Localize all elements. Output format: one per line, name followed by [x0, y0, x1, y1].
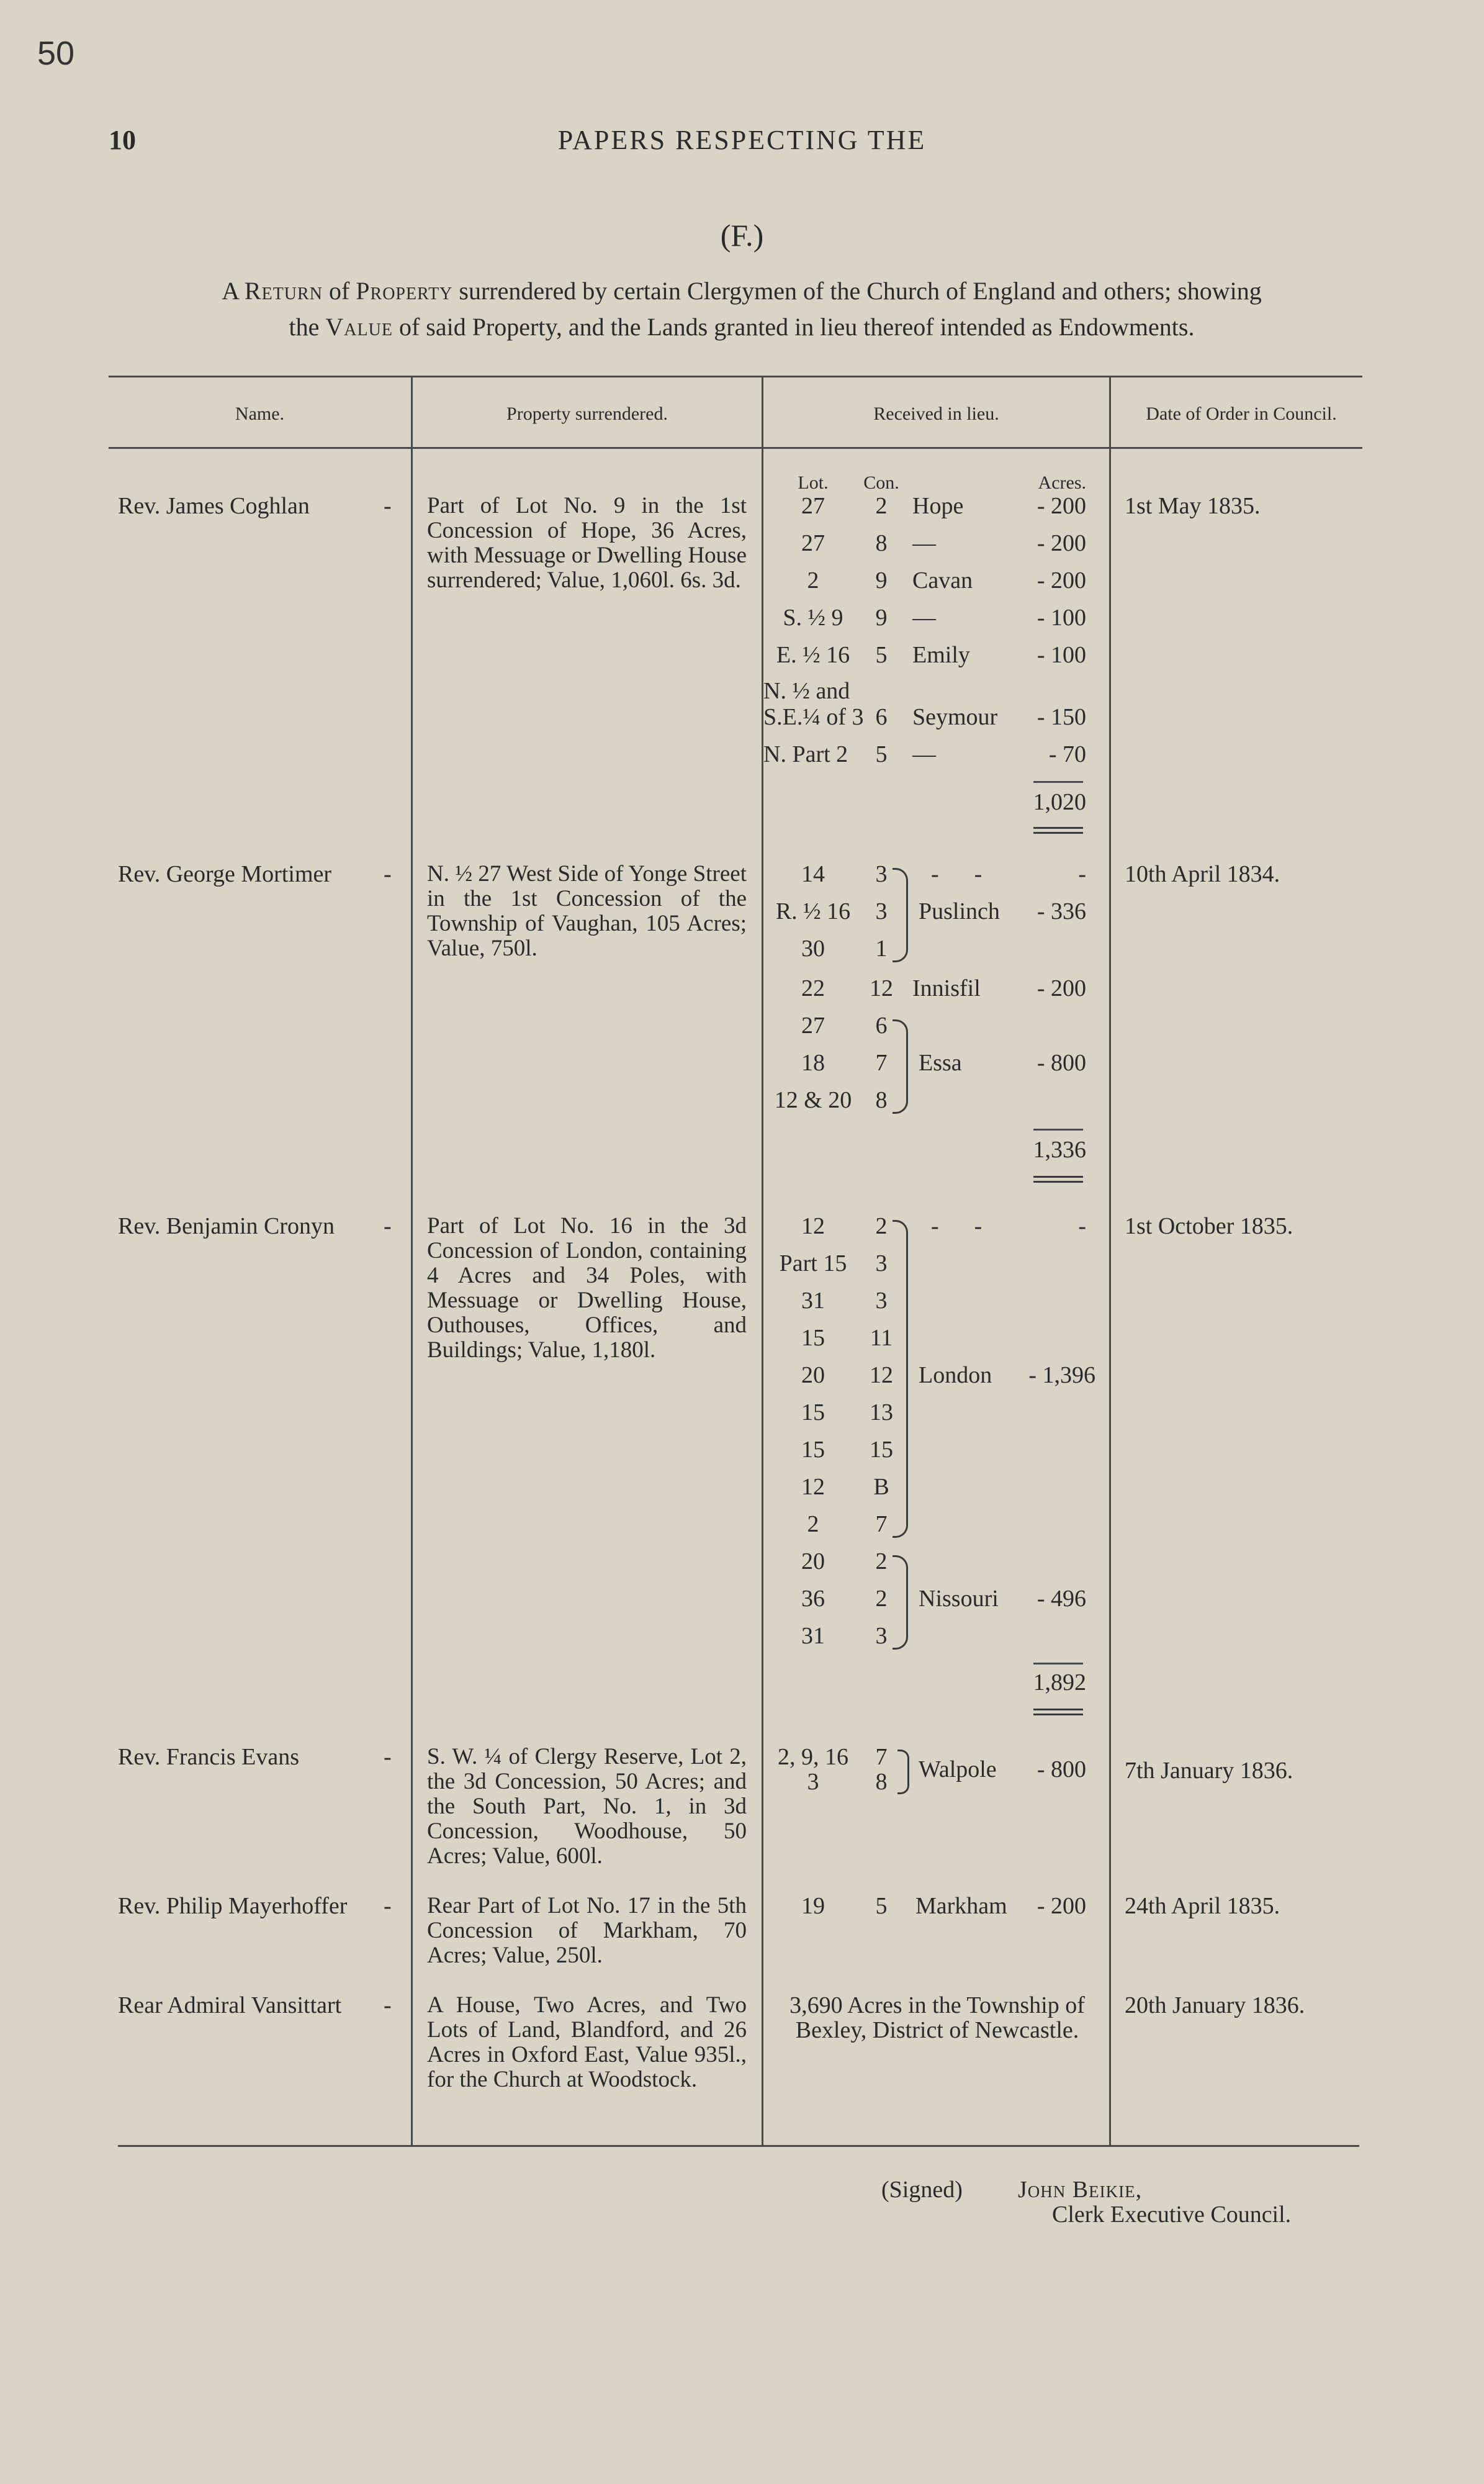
brace: [893, 1220, 908, 1538]
lot: 2: [807, 567, 819, 594]
con: 3: [875, 1250, 888, 1276]
column-rule-3: [1109, 377, 1111, 2145]
con: 15: [870, 1437, 893, 1463]
entry-name: Rev. George Mortimer: [118, 861, 332, 887]
acres: - 200: [1037, 493, 1086, 519]
entry-property: S. W. ¼ of Clergy Reserve, Lot 2, the 3d Concession, 50 Acres; and the South Part, No. 1, in 3d Concession, Woodhouse, 50 Acres; Value, 600l.: [427, 1744, 747, 1869]
header-name: Name.: [235, 404, 285, 424]
con: B: [873, 1474, 889, 1500]
acres: - 800: [1037, 1050, 1086, 1076]
lot: 15: [801, 1399, 825, 1425]
con: 7: [875, 1511, 888, 1537]
entry-dash: -: [384, 1893, 392, 1919]
con: 2: [875, 1548, 888, 1574]
township: Walpole: [919, 1756, 997, 1782]
received-text: 3,690 Acres in the Township of: [789, 1992, 1085, 2018]
entry-dash: -: [384, 1744, 392, 1770]
entry-date: 1st October 1835.: [1125, 1213, 1293, 1239]
intro-paragraph: A Return of Property surrendered by certain Clergymen of the Church of England and others; showing the Value of said Property, and the Lands granted in lieu thereof intended as Endowments.: [222, 277, 1262, 341]
con: 8: [875, 1087, 888, 1113]
township: —: [912, 605, 936, 631]
acres-total: 1,336: [1033, 1137, 1086, 1163]
con: 6: [875, 1013, 888, 1039]
entry-dash: -: [384, 1992, 392, 2018]
con: 3: [875, 1623, 888, 1649]
lot: 31: [801, 1623, 825, 1649]
acres: - 200: [1037, 1893, 1086, 1919]
entry-name: Rear Admiral Vansittart: [118, 1992, 342, 2018]
acres-total: 1,020: [1033, 789, 1086, 815]
con: 3: [875, 1288, 888, 1314]
lot: 14: [801, 861, 825, 887]
con: 13: [870, 1399, 893, 1425]
township: Cavan: [912, 567, 973, 594]
subheader-acres: Acres.: [1038, 472, 1086, 493]
lot: Part 15: [779, 1250, 847, 1276]
total-rule: [1033, 1663, 1083, 1664]
con: 5: [875, 741, 888, 767]
lot: 19: [801, 1893, 825, 1919]
lot: R. ½ 16: [775, 898, 851, 924]
entry-name: Rev. Philip Mayerhoffer: [118, 1893, 348, 1919]
entry-date: 24th April 1835.: [1125, 1893, 1280, 1919]
con: 11: [870, 1325, 893, 1351]
lot: E. ½ 16: [776, 642, 850, 668]
lot: 18: [801, 1050, 825, 1076]
subheader-lot: Lot.: [798, 472, 829, 493]
entry-dash: -: [384, 861, 392, 887]
con: 6: [875, 704, 888, 730]
con: 8: [875, 530, 888, 556]
township: Essa: [919, 1050, 962, 1076]
total-double-rule: [1033, 1709, 1083, 1715]
page-number: 10: [109, 125, 136, 155]
entry-date: 1st May 1835.: [1125, 493, 1261, 519]
running-head: PAPERS RESPECTING THE: [557, 125, 927, 155]
archive-page-stamp: 50: [37, 35, 75, 72]
signatory-name: John Beikie,: [1018, 2177, 1143, 2203]
total-rule: [1033, 1129, 1083, 1131]
lot: 3: [807, 1769, 819, 1795]
lot: 12 & 20: [774, 1087, 852, 1113]
township: Hope: [912, 493, 964, 519]
brace: [897, 1750, 909, 1794]
entry-dash: -: [384, 493, 392, 519]
brace: [893, 1019, 908, 1114]
township: —: [912, 530, 936, 556]
received-text: Bexley, District of Newcastle.: [795, 2017, 1079, 2043]
header-bottom-rule: [109, 447, 1362, 449]
acres: -: [1078, 1213, 1086, 1239]
acres: - 496: [1037, 1586, 1086, 1612]
entry-name: Rev. Benjamin Cronyn: [118, 1213, 335, 1239]
township: —: [912, 741, 936, 767]
lot: 15: [801, 1325, 825, 1351]
con: 2: [875, 1586, 888, 1612]
header-received: Received in lieu.: [873, 404, 999, 424]
entry-date: 20th January 1836.: [1125, 1992, 1305, 2018]
entry-property: Part of Lot No. 9 in the 1st Concession of Hope, 36 Acres, with Messuage or Dwelling House surrendered; Value, 1,060l. 6s. 3d.: [427, 493, 747, 593]
lot: 20: [801, 1548, 825, 1574]
entry-dash: -: [384, 1213, 392, 1239]
lot: 15: [801, 1437, 825, 1463]
lot: S.E.¼ of 3: [763, 704, 864, 730]
con: 2: [875, 1213, 888, 1239]
total-rule: [1033, 781, 1083, 783]
con: 8: [875, 1769, 888, 1795]
con: 2: [875, 493, 888, 519]
column-rule-1: [411, 377, 413, 2145]
signatory-title: Clerk Executive Council.: [1052, 2202, 1292, 2228]
con: 3: [875, 898, 888, 924]
township: Innisfil: [912, 975, 981, 1001]
entry-property: A House, Two Acres, and Two Lots of Land, Blandford, and 26 Acres in Oxford East, Value 935l., for the Church at Woodstock.: [427, 1992, 747, 2092]
brace: [893, 868, 908, 962]
con: 12: [870, 1362, 893, 1388]
acres: - 200: [1037, 530, 1086, 556]
con: 9: [875, 567, 888, 594]
lot: 27: [801, 530, 825, 556]
header-date: Date of Order in Council.: [1146, 404, 1337, 424]
acres: - 336: [1037, 898, 1086, 924]
entry-property: Rear Part of Lot No. 17 in the 5th Concession of Markham, 70 Acres; Value, 250l.: [427, 1893, 747, 1968]
lot: 27: [801, 493, 825, 519]
lot: 36: [801, 1586, 825, 1612]
lot: 27: [801, 1013, 825, 1039]
con: 9: [875, 605, 888, 631]
township: Markham: [915, 1893, 1007, 1919]
lot: 31: [801, 1288, 825, 1314]
header-property: Property surrendered.: [506, 404, 668, 424]
acres: - 100: [1037, 605, 1086, 631]
table-top-rule: [109, 376, 1362, 377]
lot: S. ½ 9: [783, 605, 843, 631]
acres: - 1,396: [1028, 1362, 1095, 1388]
lot: N. Part 2: [763, 741, 848, 767]
con: 7: [875, 1744, 888, 1770]
entry-property: Part of Lot No. 16 in the 3d Concession of London, containing 4 Acres and 34 Poles, with Messuage or Dwelling House, Outhouses, Offices, and Buildings; Value, 1,180l.: [427, 1213, 747, 1363]
lot: 2: [807, 1511, 819, 1537]
acres: - 70: [1048, 741, 1086, 767]
acres: - 200: [1037, 975, 1086, 1001]
lot: 20: [801, 1362, 825, 1388]
lot: N. ½ and: [763, 678, 850, 704]
subheader-con: Con.: [863, 472, 899, 493]
entry-property: N. ½ 27 West Side of Yonge Street in the 1st Concession of the Township of Vaughan, 105 Acres; Value, 750l.: [427, 861, 747, 961]
acres: -: [1078, 861, 1086, 887]
total-double-rule: [1033, 1176, 1083, 1183]
lot: 22: [801, 975, 825, 1001]
township: Seymour: [912, 704, 998, 730]
section-label: (F.): [720, 218, 764, 253]
lot: 12: [801, 1213, 825, 1239]
acres: - 150: [1037, 704, 1086, 730]
lot: 30: [801, 936, 825, 962]
con: 5: [875, 642, 888, 668]
township: Nissouri: [919, 1586, 999, 1612]
township: - -: [931, 861, 983, 887]
con: 3: [875, 861, 888, 887]
acres-total: 1,892: [1033, 1669, 1086, 1696]
acres: - 800: [1037, 1756, 1086, 1782]
township: Emily: [912, 642, 970, 668]
township: - -: [931, 1213, 983, 1239]
brace: [893, 1555, 908, 1650]
con: 12: [870, 975, 893, 1001]
entry-date: 7th January 1836.: [1125, 1758, 1293, 1784]
township: Puslinch: [919, 898, 1000, 924]
con: 1: [875, 936, 888, 962]
entry-date: 10th April 1834.: [1125, 861, 1280, 887]
acres: - 100: [1037, 642, 1086, 668]
acres: - 200: [1037, 567, 1086, 594]
con: 5: [875, 1893, 888, 1919]
signed-label: (Signed): [881, 2177, 963, 2203]
lot: 2, 9, 16: [778, 1744, 848, 1770]
township: London: [919, 1362, 992, 1388]
table-bottom-rule: [118, 2145, 1359, 2147]
total-double-rule: [1033, 827, 1083, 834]
con: 7: [875, 1050, 888, 1076]
lot: 12: [801, 1474, 825, 1500]
entry-name: Rev. Francis Evans: [118, 1744, 299, 1770]
entry-name: Rev. James Coghlan: [118, 493, 310, 519]
